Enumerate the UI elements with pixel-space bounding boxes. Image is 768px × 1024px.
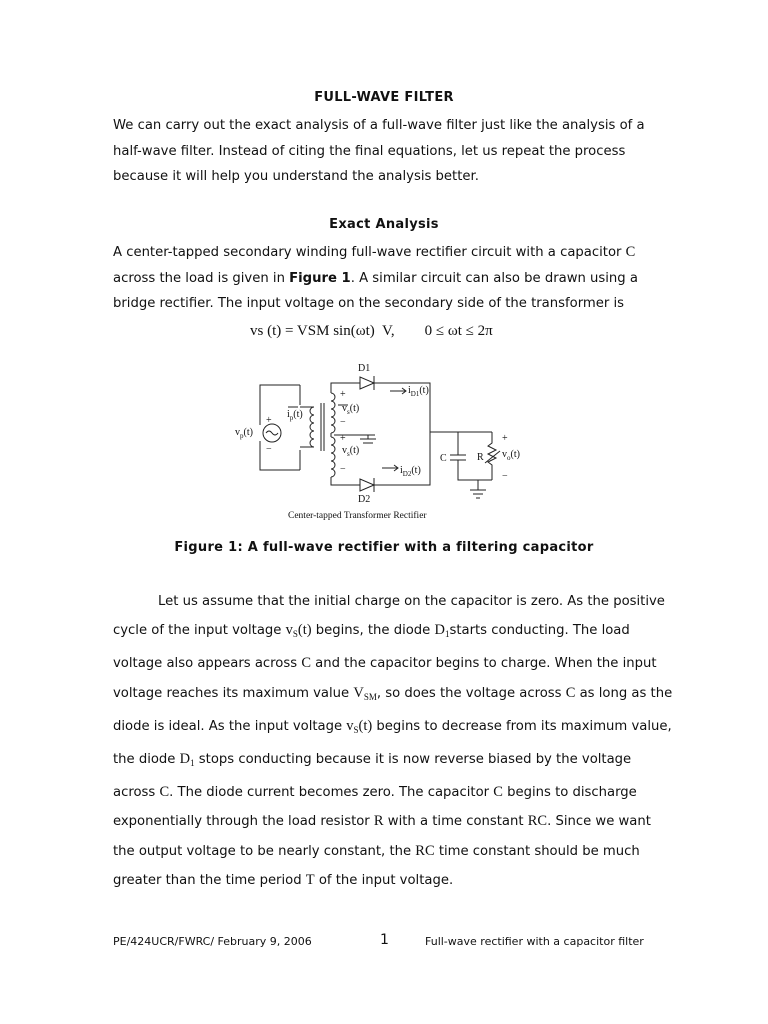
secondary-coil-top: [331, 393, 335, 433]
diagram-inner-caption: Center-tapped Transformer Rectifier: [288, 511, 427, 521]
voltage-equation: vs (t) = VSM sin(ωt) V, 0 ≤ ωt ≤ 2π: [250, 323, 493, 339]
text-run: . A similar circuit can also be drawn using a bridge rectifier. The input voltage on the secondary side of the transformer is: [113, 270, 638, 311]
label-minus: −: [340, 464, 346, 475]
label-plus: +: [340, 433, 346, 444]
symbol-c: C: [493, 784, 503, 801]
label-id1: $i_{D1}(t)$: [408, 385, 429, 398]
symbol-vsm: $V_{SM}$: [353, 684, 377, 702]
label-minus: −: [502, 471, 508, 482]
symbol-vs: $v_S(t)$: [285, 622, 312, 640]
circuit-diagram: [230, 355, 545, 525]
diagram-labels: [235, 363, 520, 521]
label-vo: $v_o(t)$: [502, 449, 520, 462]
footer-document-id: PE/424UCR/FWRC/ February 9, 2006: [113, 935, 312, 948]
secondary-coil-bottom: [331, 437, 335, 477]
load-resistor: [488, 432, 496, 480]
label-ip: $i_p(t)$: [287, 409, 303, 422]
primary-coil: [310, 407, 314, 447]
label-minus: −: [340, 417, 346, 428]
label-vs-top: $v_s(t)$: [342, 403, 360, 416]
intro-paragraph: We can carry out the exact analysis of a full-wave filter just like the analysis of a half-wave filter. Instead of citing the final equations, let us repeat the process because it will help you understand the analysis better.: [113, 118, 645, 184]
diode-d2: [360, 479, 374, 491]
label-id2: $i_{D2}(t)$: [400, 465, 421, 478]
sine-glyph: [266, 431, 278, 435]
symbol-d1: $D_1$: [434, 622, 450, 640]
symbol-vs: $v_S(t)$: [346, 717, 373, 735]
label-vs-bottom: $v_s(t)$: [342, 445, 360, 458]
d2-wire: [331, 477, 360, 485]
text-run: A center-tapped secondary winding full-wave rectifier circuit with a capacitor: [113, 245, 626, 260]
symbol-c: C: [625, 244, 636, 260]
label-plus: +: [266, 415, 272, 426]
symbol-c: C: [565, 684, 576, 701]
label-r: R: [477, 452, 484, 463]
label-d2: D2: [358, 494, 371, 505]
label-plus: +: [502, 433, 508, 444]
label-plus: +: [340, 389, 346, 400]
symbol-t: T: [305, 871, 315, 888]
symbol-d1: $D_1$: [179, 751, 195, 769]
symbol-c: C: [159, 784, 170, 801]
symbol-rc: RC: [415, 842, 435, 859]
symbol-r: R: [373, 813, 384, 830]
label-vp: $v_p(t)$: [235, 427, 253, 440]
figure-caption: Figure 1: A full-wave rectifier with a filtering capacitor: [174, 540, 594, 555]
symbol-rc: RC: [527, 813, 548, 830]
label-d1: D1: [358, 363, 371, 374]
label-minus: −: [266, 444, 272, 455]
page-number: 1: [380, 932, 389, 948]
output-bottom-wire: [458, 460, 492, 480]
page-title: FULL-WAVE FILTER: [314, 90, 454, 105]
figure-reference: Figure 1: [289, 270, 351, 286]
label-c: C: [440, 453, 447, 464]
circuit-paragraph: [113, 240, 673, 317]
section-heading: Exact Analysis: [329, 217, 439, 232]
text-run: across the load is given in: [113, 270, 290, 286]
analysis-paragraph: Let us assume that the initial charge on the capacitor is zero. As the positive cycle of the input voltage $v_S(t)$ begins, the diode $D_1starts$ conducting. The load voltage also appears across C and the capacitor begins to charge. When the input voltage reaches its maximum value $V_{SM}$, so does the voltage across C as long as the diode is ideal. As the input voltage $v_S(t)$ begins to decrease from its maximum value, the diode $D_1$ stops conducting because it is now reverse biased by the voltage across C. The diode current becomes zero. The capacitor C begins to discharge exponentially through the load resistor R with a time constant RC. Since we want the output voltage to be nearly constant, the RC time constant should be much greater than the time period T of the input voltage.: [113, 594, 673, 888]
diode-d1: [360, 377, 374, 389]
symbol-c: C: [301, 655, 311, 672]
footer-title: Full-wave rectifier with a capacitor filter: [425, 935, 644, 948]
